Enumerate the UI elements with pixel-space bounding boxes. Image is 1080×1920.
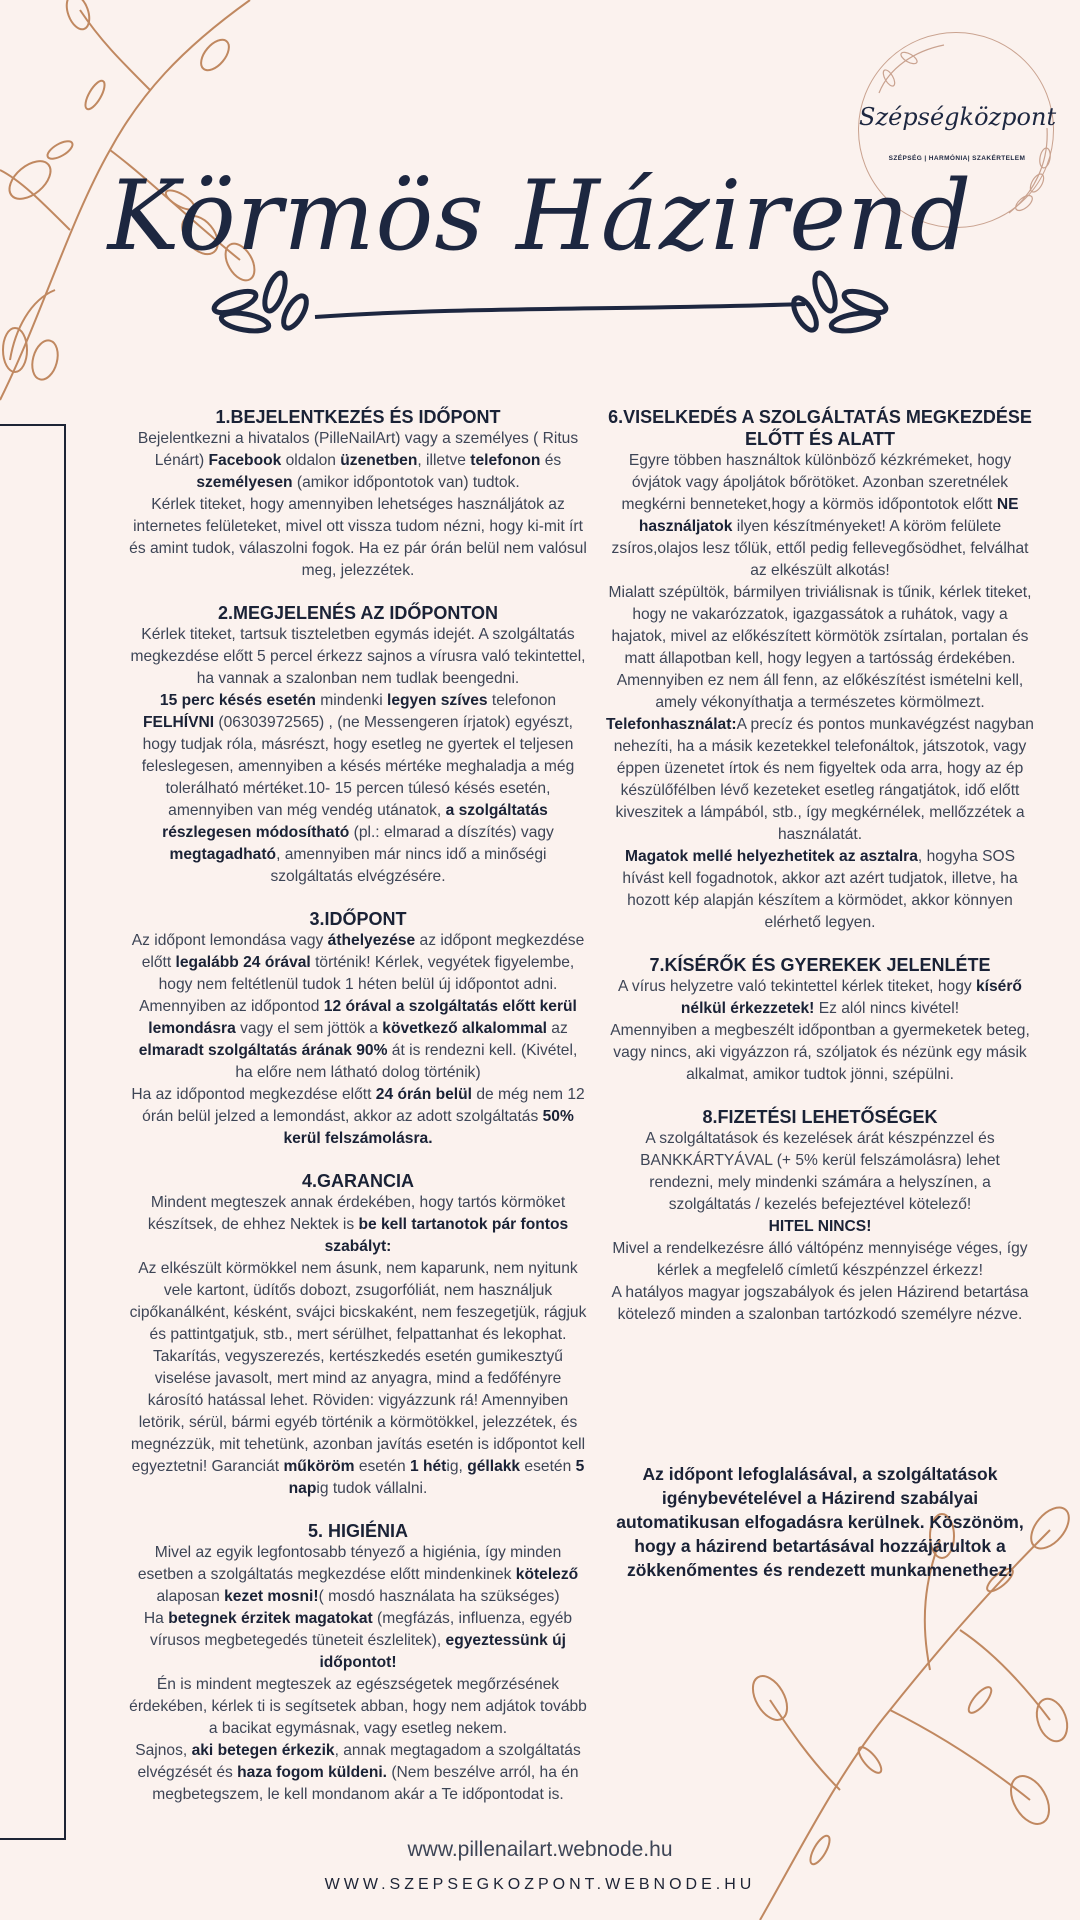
title-underline-swash [205,262,905,342]
section-heading: 8.FIZETÉSI LEHETŐSÉGEK [702,1107,938,1127]
section-gap [128,1150,588,1170]
section-heading: 4.GARANCIA [301,1171,414,1191]
website-link-szepsegkozpont[interactable]: WWW.SZEPSEGKOZPONT.WEBNODE.HU [324,1876,756,1893]
rule-section [606,1106,1034,1326]
logo-tagline: SZÉPSÉG | HARMÓNIA| SZAKÉRTELEM [888,155,1026,162]
rule-section [606,954,1034,1086]
section-paragraph: A hatályos magyar jogszabályok és jelen Házirend betartása kötelező minden a szalonban tartózkodó személyre nézve. [611,1284,1029,1323]
section-gap [128,582,588,602]
section-paragraph: Mivel a rendelkezésre álló váltópénz mennyisége véges, így kérlek a megfelelő címletű készpénzzel érkezz! [612,1240,1028,1279]
page-title: Körmös Házirend [107,160,973,272]
rule-section [128,908,588,1150]
rule-section [606,406,1034,934]
rules-column-right [606,406,1034,1326]
section-paragraph: Ha betegnek érzitek magatokat (megfázás, influenza, egyéb vírusos megbetegedés tüneteit észlelitek), egyeztessünk új időpontot! [143,1610,573,1671]
rule-section [128,406,588,582]
section-paragraph: Mialatt szépültök, bármilyen triviálisnak is tűnik, kérlek titeket, hogy ne vakarózzatok, igazgassátok a ruhátok, vagy a hajatok, mivel az előkészített körmötök zsírtalan, portalan és matt állapotban kell, hogy legyen a tartósság érdekében. Amennyiben ez nem áll fenn, az előkészítést ismételni kell, amely vékonyíthatja a természetes körmölmezt. Telefonhasználat:A precíz és pontos munkavégzést nagyban nehezíti, ha a másik kezetekkel telefonáltok, játszotok, vagy éppen üzenetet írtok és nem figyeltek oda arra, hogy az ép készülőfélben lévő kezeteket esetleg rángatjátok, idő előtt kiveszitek a lámpából, stb., így megkérnélek, mellőzzétek a használatát. [606,584,1034,843]
section-paragraph: Magatok mellé helyezhetitek az asztalra, hogyha SOS hívást kell fogadnotok, akkor azt azért tudjatok, illetve, ha hozott kép alapján készítem a körmödet, akkor könnyen elérhető legyen. [622,848,1018,931]
section-paragraph: Az időpont lemondása vagy áthelyezése az időpont megkezdése előtt legalább 24 órával történik! Kérlek, vegyétek figyelembe, hogy nem feltétlenül tudok 1 héten belül új időpontot adni. Amennyiben az időpontod 12 órával a szolgáltatás előtt kerül lemondásra vagy el sem jöttök a következő alkalommal az elmaradt szolgáltatás árának 90% át is rendezni kell. (Kivétel, ha előre nem látható dolog történik) [131,932,585,1081]
section-paragraph: Én is mindent megteszek az egészségetek megőrzésének érdekében, kérlek ti is segítsetek abban, hogy nem adjátok tovább a bacikat egymásnak, vagy esetleg nekem. [129,1676,587,1737]
section-gap [128,888,588,908]
section-paragraph: HITEL NINCS! [768,1218,872,1235]
closing-statement: Az időpont lefoglalásával, a szolgáltatások igénybevételével a Házirend szabályai automatikusan elfogadásra kerülnek. Köszönöm, hogy a házirend betartásával hozzájárultok a zökkenőmentes és rendezett munkamenethez! [616,1464,1024,1580]
section-paragraph: Kérlek titeket, hogy amennyiben lehetséges használjátok az internetes felületeket, mivel ott vissza tudom nézni, hogy ki-mit írt és amint tudok, válaszolni fogok. Ha ez pár órán belül nem valósul meg, jelezzétek. [129,496,587,579]
website-link-pillenailart[interactable]: www.pillenailart.webnode.hu [407,1838,673,1861]
logo-name: Szépségközpont [859,103,1057,131]
section-paragraph: Mivel az egyik legfontosabb tényező a higiénia, így minden esetben a szolgáltatás megkezdése előtt mindenkinek kötelező alaposan kezet mosni!( mosdó használata ha szükséges) [137,1544,579,1605]
section-paragraph: Amennyiben a megbeszélt időpontban a gyermeketek beteg, vagy nincs, aki vigyázzon rá, szóljatok és nézünk egy másik alkalmat, amikor tudtok jönni, szépülni. [610,1022,1030,1083]
section-paragraph: Az elkészült körmökkel nem ásunk, nem kaparunk, nem nyitunk vele kartont, üdítős dobozt, zsugorfóliát, nem használjuk cipőkanálként, késként, svájci bicskaként, nem feszegetjük, rágjuk és pattintgatjuk, stb., mert sérülhet, felpattanhat és lekophat. Takarítás, vegyszerezés, kertészkedés esetén gumikesztyű viselése javasolt, mert mind az anyagra, mind a fedőfényre károsító hatással lehet. Röviden: vigyázzunk rá! Amennyiben letörik, sérül, bármi egyéb történik a körmötökkel, jelezzétek, és megnézzük, mit tehetünk, azonban javítás esetén is időpontot kell egyeztetni! Garanciát műköröm esetén 1 hétig, géllakk esetén 5 napig tudok vállalni. [129,1260,587,1497]
section-heading: 2.MEGJELENÉS AZ IDŐPONTON [217,603,499,623]
section-gap [128,1500,588,1520]
section-paragraph: Sajnos, aki betegen érkezik, annak megtagadom a szolgáltatás elvégzését és haza fogom küldeni. (Nem beszélve arról, ha én megbetegszem, le kell mondanom akár a Te időpontodat is. [135,1742,581,1803]
rules-column-left [128,406,588,1806]
section-gap [606,1086,1034,1106]
section-paragraph: Kérlek titeket, tartsuk tiszteletben egymás idejét. A szolgáltatás megkezdése előtt 5 percel érkezz sajnos a vírusra való tekintettel, ha vannak a szalonban nem tudlak beengedni. [130,626,586,687]
section-heading: 3.IDŐPONT [309,909,407,929]
section-paragraph: Bejelentkezni a hivatalos (PilleNailArt) vagy a személyes ( Ritus Lénárt) Facebook oldalon üzenetben, illetve telefonon és személyesen (amikor időpontotok van) tudtok. [137,430,579,491]
section-heading: 1.BEJELENTKEZÉS ÉS IDŐPONT [215,407,501,427]
section-paragraph: A vírus helyzetre való tekintettel kérlek titeket, hogy kísérő nélkül érkezzetek! Ez alól nincs kivétel! [618,978,1022,1017]
rule-section [128,1520,588,1806]
rule-section [128,602,588,888]
section-heading: 5. HIGIÉNIA [307,1521,409,1541]
section-paragraph: Ha az időpontod megkezdése előtt 24 órán belül de még nem 12 órán belül jelzed a lemondást, akkor az adott szolgáltatás 50% kerül felszámolásra. [131,1086,585,1147]
rule-section [128,1170,588,1500]
section-paragraph: Egyre többen használtok különböző kézkrémeket, hogy óvjátok vagy ápoljátok bőrötöket. Azonban szeretnélek megkérni benneteket,hogy a körmös időpontotok előtt NE használjatok ilyen készítményeket! A köröm felülete zsíros,olajos lesz tőlük, ettől pedig fellevegősödhet, felválhat az elkészült alkotás! [611,452,1029,579]
section-heading: 6.VISELKEDÉS A SZOLGÁLTATÁS MEGKEZDÉSE ELŐTT ÉS ALATT [608,407,1032,449]
section-heading: 7.KÍSÉRŐK ÉS GYEREKEK JELENLÉTE [649,955,991,975]
section-paragraph: 15 perc késés esetén mindenki legyen szíves telefonon FELHÍVNI (06303972565) , (ne Messengeren írjatok) egyészt, hogy tudjak róla, másrészt, hogy esetleg ne gyertek el teljesen feleslegesen, amennyiben a késés mértéke meghaladja a még tolerálható mértéket.10- 15 percen túlesó késés esetén, amennyiben van még vendég utánatok, a szolgáltatás részlegesen módosítható (pl.: elmarad a díszítés) vagy megtagadható, amennyiben már nincs idő a minőségi szolgáltatás elvégzésére. [141,692,575,885]
section-gap [606,934,1034,954]
section-paragraph: Mindent megteszek annak érdekében, hogy tartós körmöket készítsek, de ehhez Nektek is be kell tartanotok pár fontos szabályt: [147,1194,569,1255]
section-paragraph: A szolgáltatások és kezelések árát készpénzzel és BANKKÁRTYÁVAL (+ 5% kerül felszámolásra) lehet rendezni, mely mindenki számára a helyszínen, a szolgáltatás / kezelés befejeztével kötelező! [640,1130,1000,1213]
left-border-frame [0,424,66,1840]
